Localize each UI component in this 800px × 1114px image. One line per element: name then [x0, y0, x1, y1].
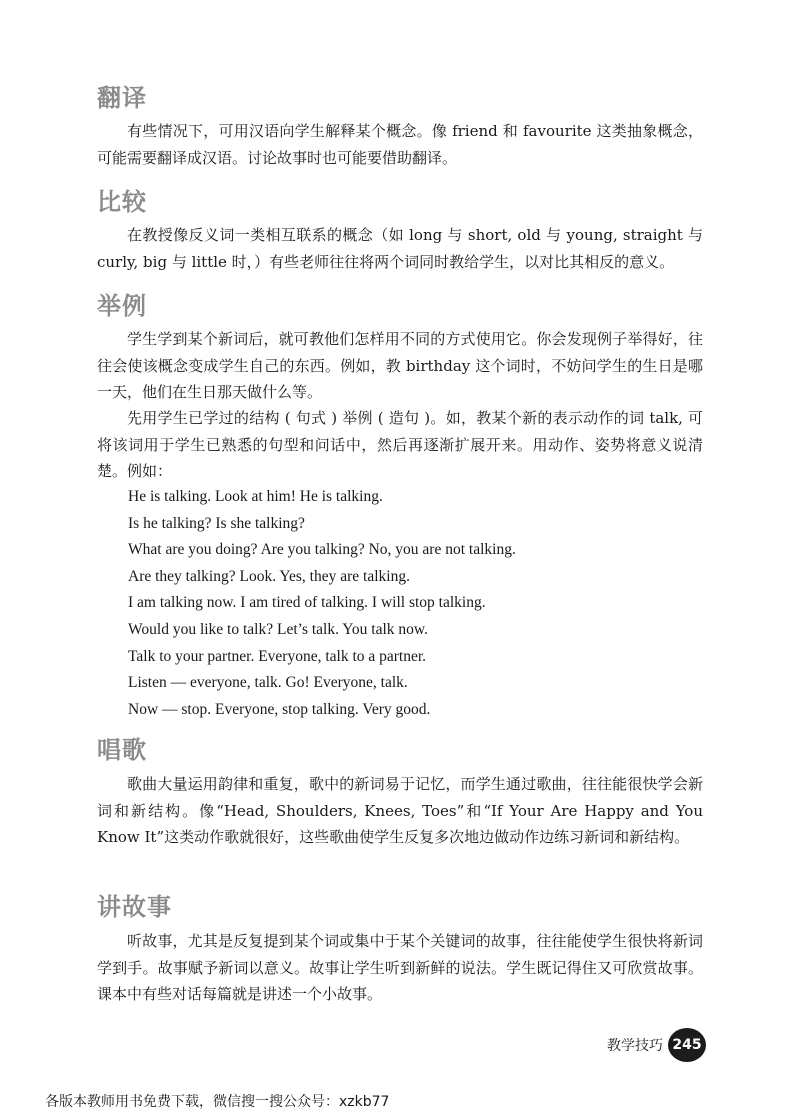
example-sentence: I am talking now. I am tired of talking. I will stop talking.	[128, 594, 486, 612]
example-sentence: Listen — everyone, talk. Go! Everyone, talk.	[128, 674, 408, 692]
example-sentence: Now — stop. Everyone, stop talking. Very good.	[128, 700, 431, 718]
watermark-text: 各版本教师用书免费下载，微信搜一搜公众号：xzkb77	[45, 1094, 390, 1110]
footer-section-label: 教学技巧	[607, 1038, 663, 1054]
example-sentence: He is talking. Look at him! He is talking.	[128, 488, 383, 505]
paragraph-singing: 歌曲大量运用韵律和重复，歌中的新词易于记忆，而学生通过歌曲，往往能很快学会新词和新结构。像“Head, Shoulders, Knees, Toes”和“If Your Are Happy and You Know It”这类动作歌就很好，这些歌曲使学生反复多次地边做动作边练习新词和新结构。	[97, 775, 703, 846]
paragraph-translation: 有些情况下，可用汉语向学生解释某个概念。像 friend 和 favourite 这类抽象概念，可能需要翻译成汉语。讨论故事时也可能要借助翻译。	[97, 122, 703, 167]
paragraph-comparison: 在教授像反义词一类相互联系的概念（如 long 与 short, old 与 young, straight 与 curly, big 与 little 时，）有些老师往往将两个词同时教给学生，以对比其相反的意义。	[97, 226, 703, 271]
section-heading-storytelling: 讲故事	[97, 893, 172, 921]
paragraph-storytelling: 听故事，尤其是反复提到某个词或集中于某个关键词的故事，往往能使学生很快将新词学到手。故事赋予新词以意义。故事让学生听到新鲜的说法。学生既记得住又可欣赏故事。课本中有些对话每篇就是讲述一个小故事。	[97, 932, 703, 1003]
paragraph-examples-method: 先用学生已学过的结构 ( 句式 ) 举例 ( 造句 )。如，教某个新的表示动作的词 talk, 可将该词用于学生已熟悉的句型和问话中，然后再逐渐扩展开来。用动作、姿势将意义说清楚。例如：	[97, 409, 703, 480]
example-sentence: Is he talking? Is she talking?	[128, 514, 305, 532]
example-sentence-list	[128, 484, 516, 723]
section-heading-singing: 唱歌	[97, 736, 147, 764]
section-heading-examples: 举例	[97, 292, 147, 320]
paragraph-examples-intro: 学生学到某个新词后，就可教他们怎样用不同的方式使用它。你会发现例子举得好，往往会使该概念变成学生自己的东西。例如，教 birthday 这个词时，不妨问学生的生日是哪一天，他们在生日那天做什么等。	[97, 330, 703, 401]
example-sentence: Would you like to talk? Let’s talk. You talk now.	[128, 620, 428, 638]
example-sentence: What are you doing? Are you talking? No, you are not talking.	[128, 541, 516, 559]
example-sentence: Talk to your partner. Everyone, talk to a partner.	[128, 647, 427, 665]
example-sentence: Are they talking? Look. Yes, they are talking.	[128, 567, 410, 585]
page-number-badge: 245	[668, 1028, 706, 1062]
section-heading-translation: 翻译	[97, 84, 147, 112]
section-heading-comparison: 比较	[97, 188, 147, 216]
